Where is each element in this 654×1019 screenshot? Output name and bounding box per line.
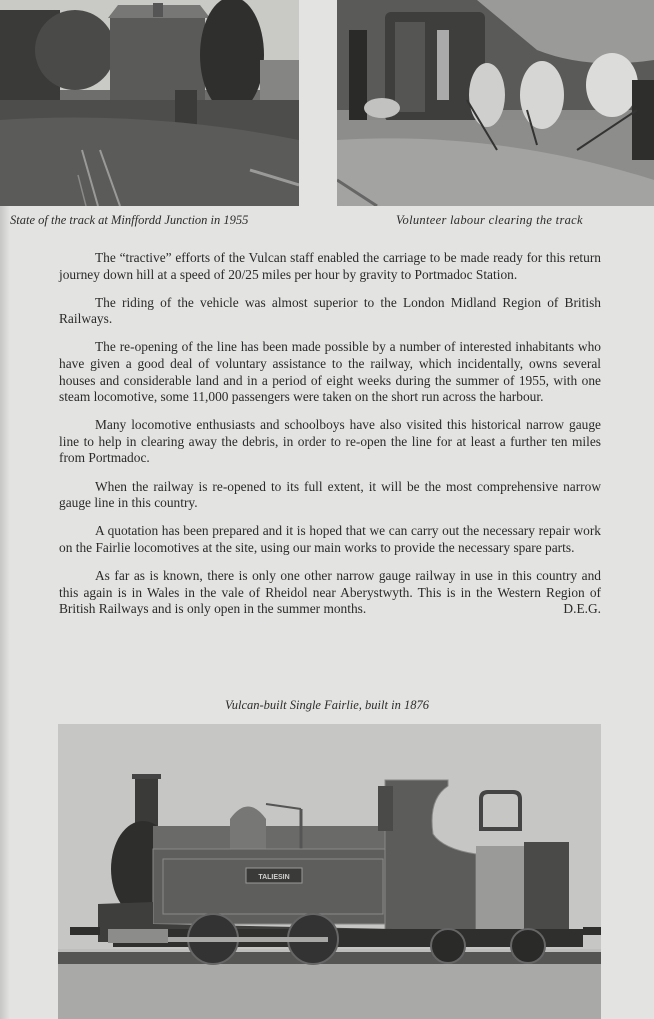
photo-minffordd-junction-track bbox=[0, 0, 299, 206]
article-body bbox=[59, 250, 601, 618]
caption-right-photo: Volunteer labour clearing the track bbox=[396, 213, 583, 227]
photo-volunteer-labour bbox=[337, 0, 654, 206]
paragraph: When the railway is re-opened to its full extent, it will be the most comprehensive narrow gauge line in this country. bbox=[59, 478, 601, 511]
paragraph: The riding of the vehicle was almost superior to the London Midland Region of British Railways. bbox=[59, 294, 601, 327]
photo-single-fairlie-locomotive bbox=[58, 724, 601, 1019]
paragraph: The re-opening of the line has been made possible by a number of interested inhabitants who have given a good deal of voluntary assistance to the railway, which incidentally, owns several houses and considerable land and in a period of eight weeks during the summer of 1955, with one steam locomotive, some 11,000 passengers were taken on the short run across the harbour. bbox=[59, 339, 601, 405]
paragraph: A quotation has been prepared and it is hoped that we can carry out the necessary repair work on the Fairlie locomotives at the site, using our main works to provide the necessary spare parts. bbox=[59, 523, 601, 555]
caption-bottom-photo: Vulcan-built Single Fairlie, built in 1876 bbox=[225, 698, 429, 712]
caption-left-photo: State of the track at Minffordd Junction in 1955 bbox=[10, 213, 249, 227]
paragraph: The “tractive” efforts of the Vulcan staff enabled the carriage to be made ready for this return journey down hill at a speed of 20/25 miles per hour by gravity to Portmadoc Station. bbox=[59, 250, 601, 282]
locomotive-nameplate: TALIESIN bbox=[258, 874, 290, 881]
paragraph: Many locomotive enthusiasts and schoolboys have also visited this historical narrow gauge line to help in clearing away the debris, in order to re-open the line for at least a further ten miles from Portmadoc. bbox=[59, 417, 601, 466]
author-signature: D.E.G. bbox=[563, 601, 601, 617]
paragraph-text: As far as is known, there is only one other narrow gauge railway in use in this country and this again is in Wales in the vale of Rheidol near Aberystwyth. This is in the Western Region of British Railways and is only open in the summer months. bbox=[59, 567, 601, 617]
paragraph-last bbox=[59, 568, 601, 618]
